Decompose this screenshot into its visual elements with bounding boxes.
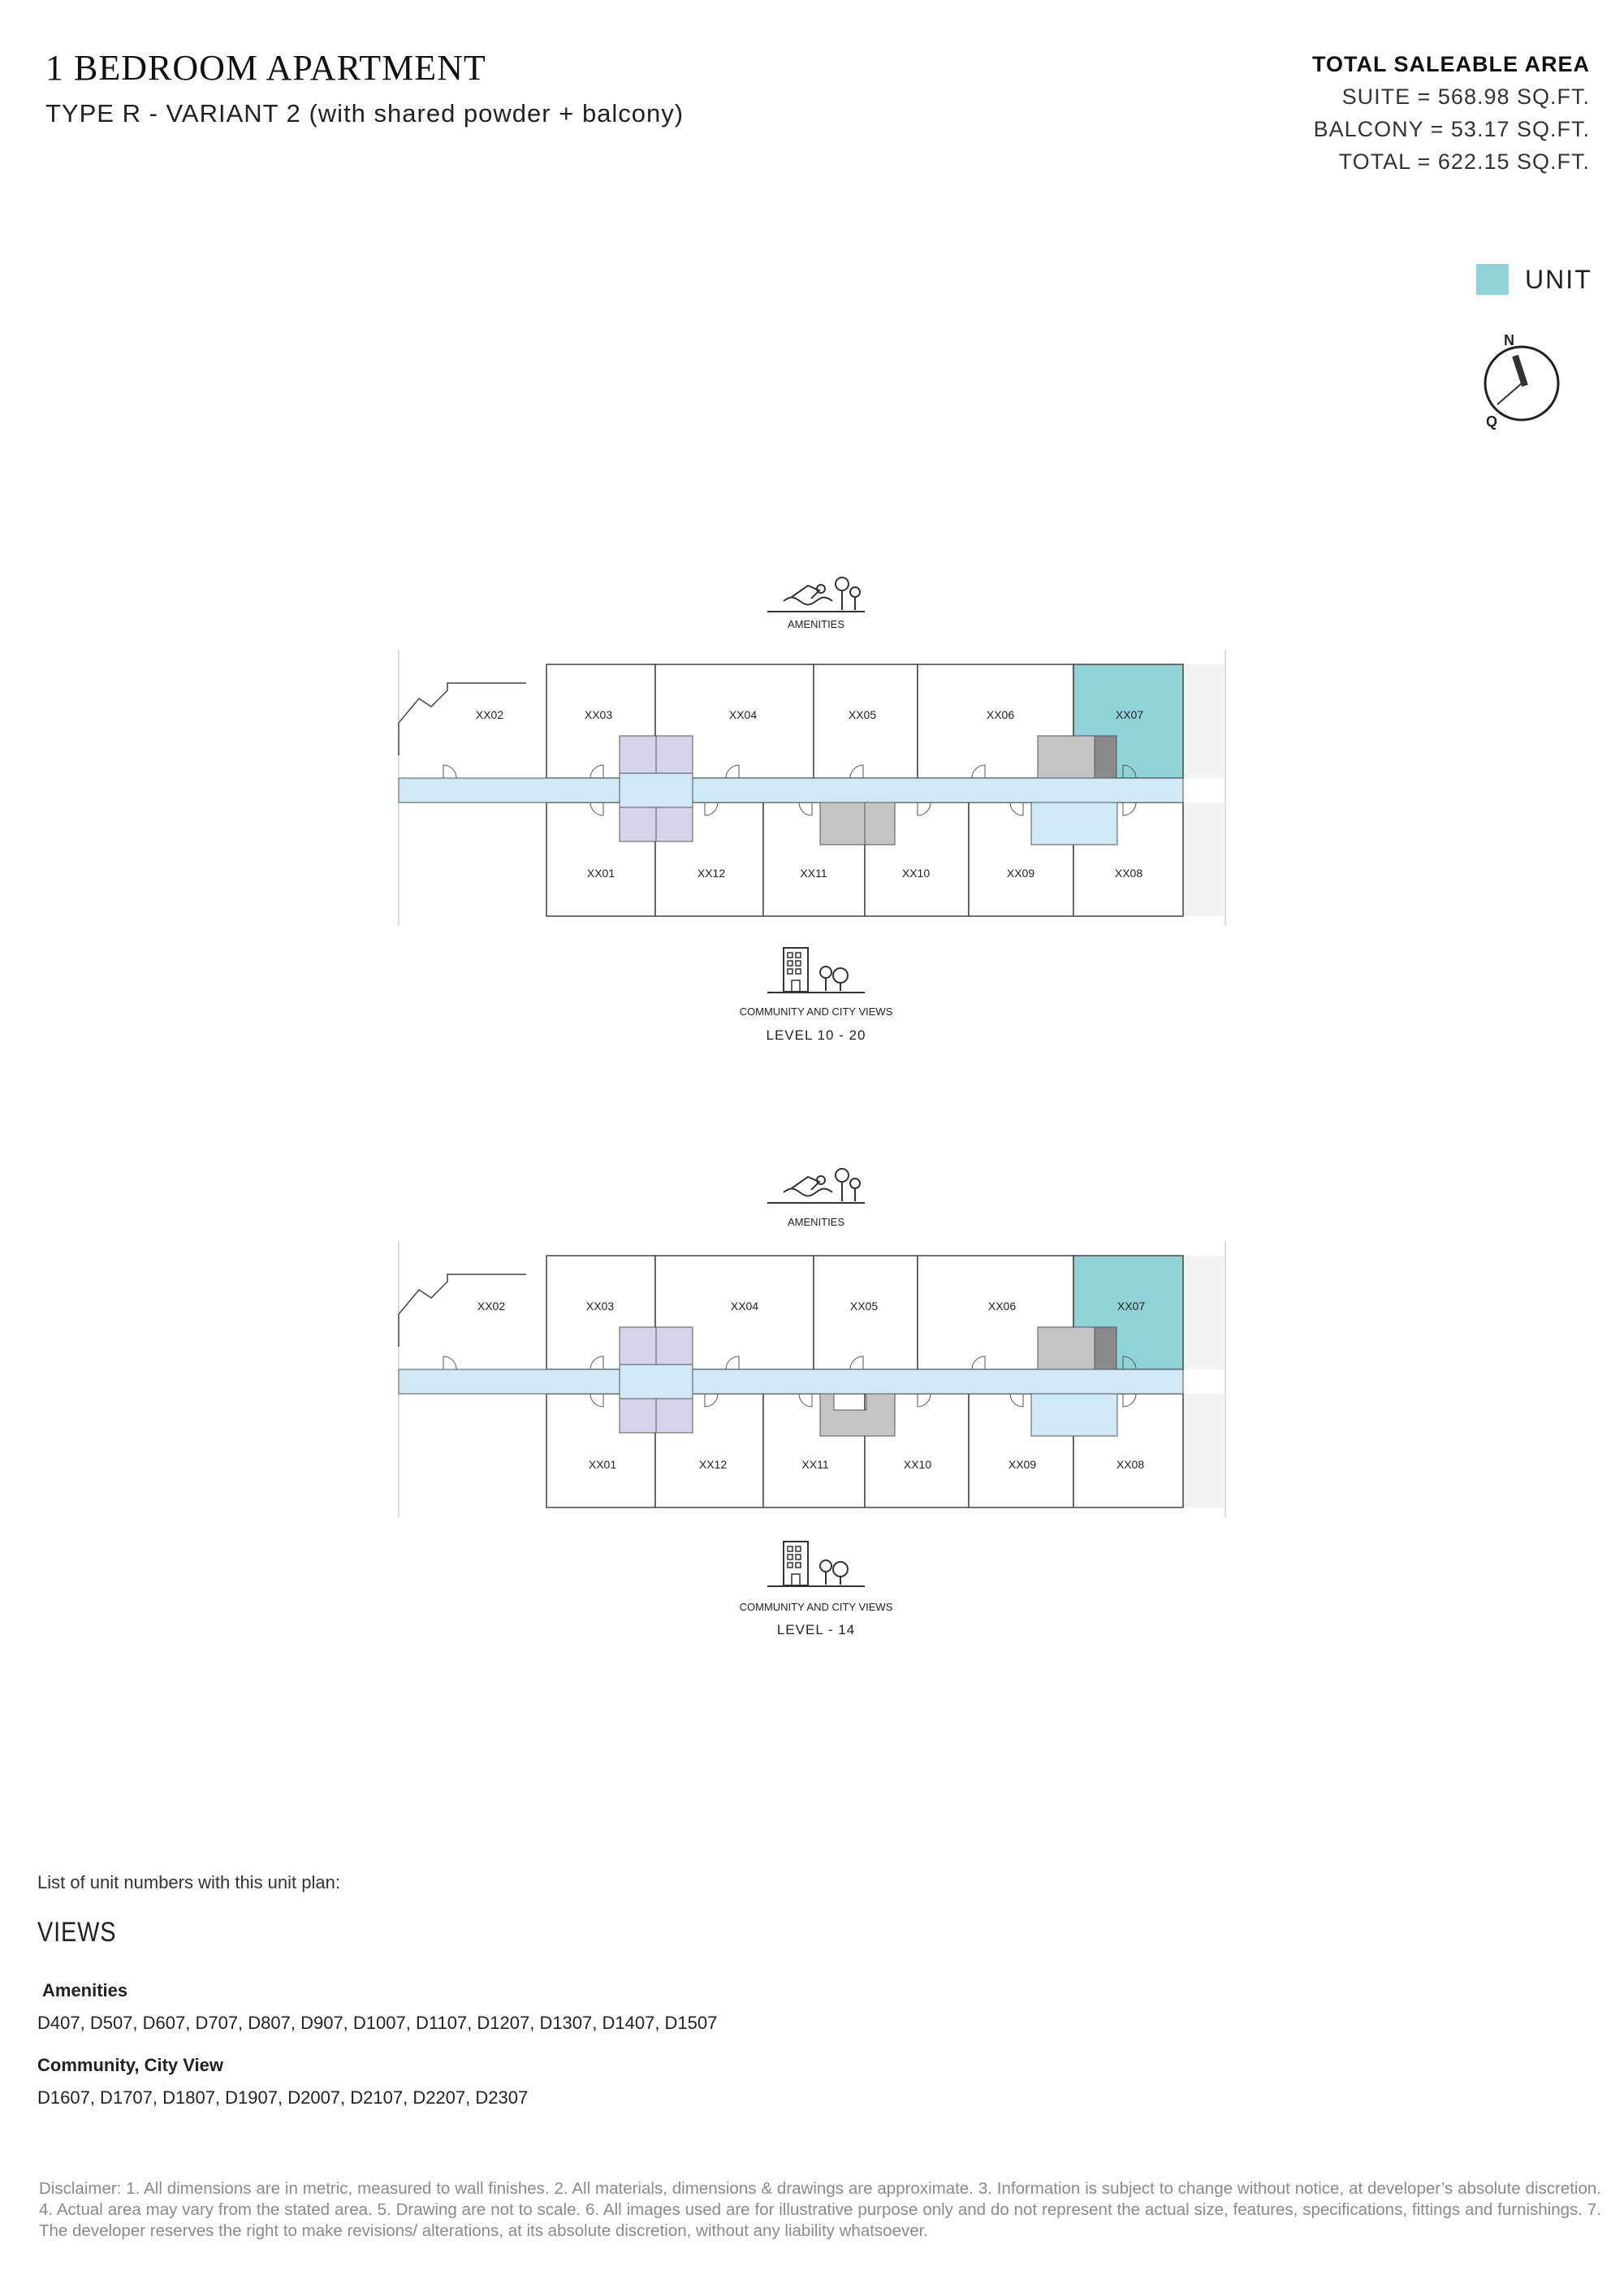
unit-label: XX02 bbox=[477, 1300, 506, 1313]
community-city-unit-group bbox=[37, 2055, 528, 2109]
unit-label: XX10 bbox=[903, 1458, 932, 1471]
corridor bbox=[399, 1369, 1183, 1394]
unit-label: XX07 bbox=[1116, 1300, 1146, 1313]
unit-label: XX09 bbox=[1006, 867, 1035, 880]
unit-label: XX02 bbox=[475, 708, 504, 721]
level-label: LEVEL - 14 bbox=[776, 1622, 856, 1637]
views-heading: VIEWS bbox=[37, 1917, 117, 1948]
unit-label: XX09 bbox=[1008, 1458, 1037, 1471]
unit-list-intro: List of unit numbers with this unit plan: bbox=[37, 1872, 340, 1892]
unit-legend-label: UNIT bbox=[1525, 264, 1592, 294]
page-title: 1 BEDROOM APARTMENT bbox=[45, 48, 486, 88]
saleable-area-title: TOTAL SALEABLE AREA bbox=[1311, 52, 1590, 76]
group-title: Amenities bbox=[42, 1980, 128, 2000]
unit-label: XX04 bbox=[728, 708, 758, 721]
unit-label: XX03 bbox=[585, 1300, 615, 1313]
amenities-label: AMENITIES bbox=[787, 1216, 845, 1228]
corridor bbox=[399, 778, 1183, 802]
unit-legend bbox=[1476, 264, 1592, 295]
unit-legend-swatch bbox=[1476, 264, 1509, 295]
unit-label: XX05 bbox=[849, 1300, 879, 1313]
community-city-icon bbox=[767, 1542, 865, 1586]
unit-label: XX11 bbox=[801, 1458, 829, 1471]
unit-label: XX01 bbox=[588, 1458, 617, 1471]
amenities-icon bbox=[767, 577, 865, 612]
unit-label: XX04 bbox=[730, 1300, 759, 1313]
compass-north-label: N bbox=[1504, 332, 1514, 348]
unit-label: XX06 bbox=[987, 1300, 1017, 1313]
unit-label: XX08 bbox=[1114, 867, 1143, 880]
disclaimer: Disclaimer: 1. All dimensions are in metric, measured to wall finishes. 2. All materials, dimensions & drawings are approximate. 3. Information is subject to change without notice, at developer’s absolute discretion. 4. Actual area may vary from the stated area. 5. Drawing are not to scale. 6. All images used are for illustrative purpose only and do not represent the actual size, features, specifications, fittings and furnishings. 7. The developer reserves the right to make revisions/ alterations, at its absolute discretion, without any liability whatsoever. bbox=[39, 2179, 1601, 2240]
unit-label: XX10 bbox=[901, 867, 931, 880]
group-units: D407, D507, D607, D707, D807, D907, D1007, D1107, D1207, D1307, D1407, D1507 bbox=[37, 2013, 718, 2033]
community-city-label: COMMUNITY AND CITY VIEWS bbox=[739, 1006, 893, 1018]
level-label: LEVEL 10 - 20 bbox=[766, 1027, 866, 1043]
suite-area: SUITE = 568.98 SQ.FT. bbox=[1341, 84, 1590, 109]
floor-plan-level-14 bbox=[390, 1152, 1234, 1639]
unit-label: XX08 bbox=[1116, 1458, 1145, 1471]
floor-plan-levels-10-20 bbox=[390, 560, 1234, 1048]
group-units: D1607, D1707, D1807, D1907, D2007, D2107, D2207, D2307 bbox=[37, 2087, 529, 2108]
compass-south-label: Q bbox=[1486, 413, 1498, 430]
community-city-icon bbox=[767, 948, 865, 993]
unit-label: XX03 bbox=[584, 708, 613, 721]
amenities-unit-group bbox=[37, 1980, 717, 2034]
page-subtitle: TYPE R - VARIANT 2 (with shared powder + balcony) bbox=[45, 99, 685, 128]
unit-label: XX11 bbox=[800, 867, 827, 880]
community-city-label: COMMUNITY AND CITY VIEWS bbox=[739, 1601, 893, 1613]
group-title: Community, City View bbox=[37, 2055, 224, 2075]
unit-label: XX07 bbox=[1115, 708, 1144, 721]
unit-label: XX06 bbox=[986, 708, 1015, 721]
amenities-icon bbox=[767, 1169, 865, 1203]
amenities-label: AMENITIES bbox=[787, 618, 845, 630]
unit-label: XX12 bbox=[698, 1458, 728, 1471]
unit-label: XX12 bbox=[697, 867, 726, 880]
unit-label: XX01 bbox=[586, 867, 615, 880]
saleable-area-block bbox=[1312, 52, 1590, 175]
compass-icon bbox=[1470, 325, 1567, 430]
balcony-area: BALCONY = 53.17 SQ.FT. bbox=[1313, 117, 1590, 141]
unit-label: XX05 bbox=[848, 708, 877, 721]
total-area: TOTAL = 622.15 SQ.FT. bbox=[1338, 149, 1590, 174]
